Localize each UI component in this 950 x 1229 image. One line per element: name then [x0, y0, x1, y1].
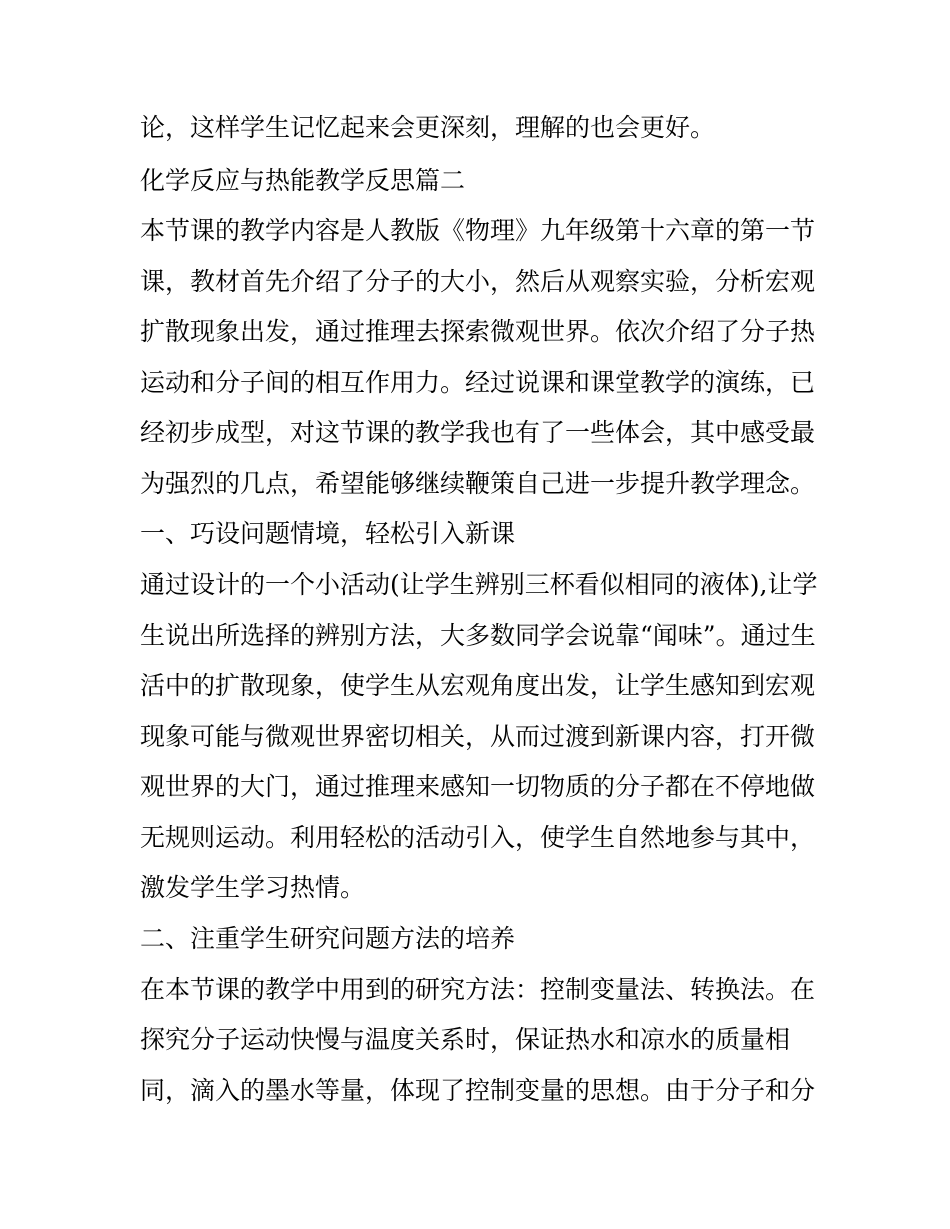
subheading: 一、巧设问题情境，轻松引入新课	[140, 519, 516, 548]
text-line: 在本节课的教学中用到的研究方法：控制变量法、转换法。在	[140, 975, 816, 1004]
text-line: 运动和分子间的相互作用力。经过说课和课堂教学的演练，已	[140, 368, 816, 397]
text-line: 现象可能与微观世界密切相关，从而过渡到新课内容，打开微	[140, 722, 816, 751]
text-line: 生说出所选择的辨别方法，大多数同学会说靠“闻味”。通过生	[140, 621, 816, 650]
text-line: 为强烈的几点，希望能够继续鞭策自己进一步提升教学理念。	[140, 469, 816, 498]
text-line: 无规则运动。利用轻松的活动引入，使学生自然地参与其中，	[140, 823, 816, 852]
text-line: 课，教材首先介绍了分子的大小，然后从观察实验，分析宏观	[140, 267, 816, 296]
text-line: 经初步成型，对这节课的教学我也有了一些体会，其中感受最	[140, 418, 816, 447]
text-line: 通过设计的一个小活动(让学生辨别三杯看似相同的液体),让学	[140, 570, 818, 599]
text-line: 探究分子运动快慢与温度关系时，保证热水和凉水的质量相	[140, 1025, 791, 1054]
text-line: 扩散现象出发，通过推理去探索微观世界。依次介绍了分子热	[140, 317, 816, 346]
text-line: 活中的扩散现象，使学生从宏观角度出发，让学生感知到宏观	[140, 671, 816, 700]
text-line: 观世界的大门，通过推理来感知一切物质的分子都在不停地做	[140, 772, 816, 801]
subheading: 二、注重学生研究问题方法的培养	[140, 924, 516, 953]
text-line: 激发学生学习热情。	[140, 873, 366, 902]
section-heading: 化学反应与热能教学反思篇二	[140, 166, 466, 195]
text-line: 论，这样学生记忆起来会更深刻，理解的也会更好。	[140, 113, 716, 142]
text-line: 本节课的教学内容是人教版《物理》九年级第十六章的第一节	[140, 216, 816, 245]
text-line: 同，滴入的墨水等量，体现了控制变量的思想。由于分子和分	[140, 1076, 816, 1105]
